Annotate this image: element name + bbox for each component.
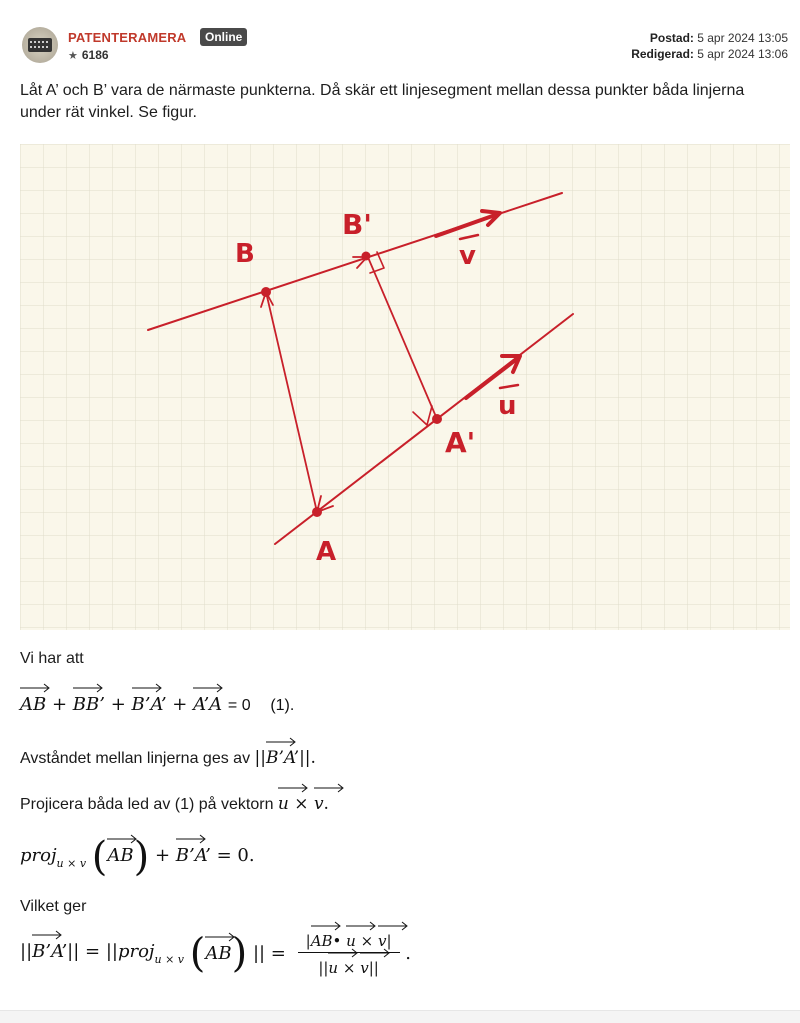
vector-bbprime: BB’: [73, 694, 105, 715]
avatar[interactable]: [22, 27, 58, 63]
distance-statement: Avståndet mellan linjerna ges av ||B’A’ ||.: [20, 748, 316, 768]
label-b-prime: B': [342, 208, 372, 241]
username-link[interactable]: PATENTERAMERA: [68, 30, 187, 45]
label-a-prime: A': [445, 426, 476, 459]
distance-text: Avståndet mellan linjerna ges av: [20, 750, 251, 767]
post-header: [0, 0, 800, 70]
label-vector-v: v: [459, 241, 476, 271]
point-b: [261, 287, 271, 297]
post-dates: [631, 30, 788, 62]
vector-bprime-aprime: B’A’: [132, 694, 167, 715]
equation-1: AB + BB’ + B’A’ + A’A = 0 (1).: [20, 694, 294, 715]
posted-date: 5 apr 2024 13:05: [697, 31, 788, 45]
handwritten-figure: [20, 144, 790, 630]
star-icon: ★: [68, 50, 78, 62]
eq1-number: (1).: [270, 697, 295, 714]
status-badge: Online: [200, 28, 247, 46]
point-a-prime: [432, 414, 442, 424]
edited-date: 5 apr 2024 13:06: [697, 47, 788, 61]
score-value: 6186: [81, 48, 109, 62]
vector-ab: AB: [20, 694, 46, 715]
vi-har-att-text: Vi har att: [20, 650, 84, 667]
vector-aprime-a: A’A: [193, 694, 222, 715]
vilket-ger-text: Vilket ger: [20, 898, 87, 915]
post-footer-border: [0, 1010, 800, 1023]
project-statement: Projicera båda led av (1) på vektorn u × v .: [20, 794, 329, 814]
post-intro-text: Låt A’ och B’ vara de närmaste punkterna. Då skär ett linjesegment mellan dessa punkter båda linjerna under rät vinkel. Se figur.: [20, 82, 745, 121]
point-b-prime: [362, 252, 371, 261]
point-a: [312, 507, 322, 517]
project-text: Projicera båda led av (1) på vektorn: [20, 796, 274, 813]
equation-result: ||B’A’ || = ||proj$_{u \times v}$ (AB ) || = |AB • u × v | ||u × v || .: [20, 930, 411, 977]
label-b: B: [235, 239, 255, 269]
eq1-equals-zero: = 0: [227, 697, 251, 714]
label-vector-u: u: [498, 391, 517, 421]
posted-label: Postad:: [649, 31, 694, 45]
edited-label: Redigerad:: [631, 47, 694, 61]
user-score: [68, 48, 109, 62]
equation-projection: proj$_{u \times v}$ (AB ) + B’A’ = 0.: [20, 834, 255, 880]
label-a: A: [316, 537, 337, 567]
